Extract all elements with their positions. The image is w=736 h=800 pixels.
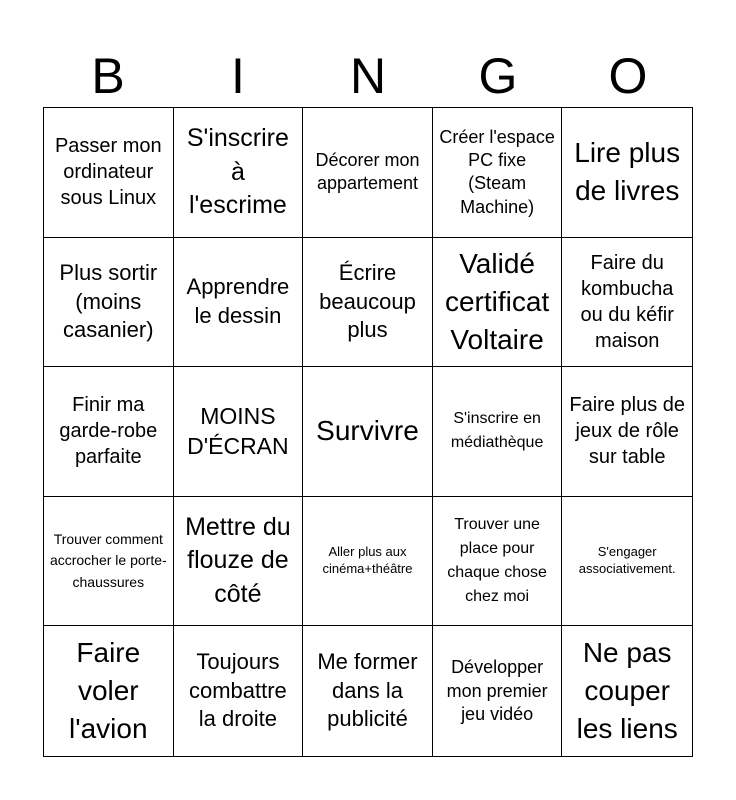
bingo-cell-text: Développer mon premier jeu vidéo [446,657,548,724]
bingo-cell-r3-c3[interactable] [303,367,433,497]
bingo-cell-text: Plus sortir (moins casanier) [59,260,158,343]
bingo-cell-r1-c3[interactable] [303,108,433,238]
bingo-cell-text: S'inscrire en médiathèque [450,410,544,452]
bingo-cell-text: Survivre [316,415,419,447]
bingo-cell-r5-c2[interactable] [174,626,304,756]
bingo-board [43,107,693,757]
bingo-cell-text: MOINS D'ÉCRAN [187,403,289,460]
bingo-cell-text: Créer l'espace PC fixe (Steam Machine) [439,126,555,217]
header-letter-n: N [349,48,387,104]
bingo-cell-text: Passer mon ordinateur sous Linux [54,135,162,210]
bingo-cell-r5-c5[interactable] [562,626,692,756]
bingo-cell-text: Faire du kombucha ou du kéfir maison [580,251,674,352]
header-letter-o: O [608,48,648,104]
bingo-cell-text: Décorer mon appartement [315,149,420,194]
bingo-cell-text: Trouver une place pour chaque chose chez moi [447,516,547,606]
bingo-cell-r1-c2[interactable] [174,108,304,238]
bingo-cell-r5-c4[interactable] [433,626,563,756]
bingo-cell-r1-c4[interactable] [433,108,563,238]
bingo-cell-text: Faire plus de jeux de rôle sur table [569,394,685,469]
bingo-cell-r4-c5[interactable] [562,497,692,627]
bingo-cell-r2-c2[interactable] [174,238,304,368]
bingo-cell-text: Toujours combattre la droite [188,649,287,732]
bingo-cell-r4-c1[interactable] [44,497,174,627]
bingo-cell-text: Me former dans la publicité [317,649,418,732]
bingo-cell-text: Finir ma garde-robe parfaite [59,394,158,469]
header-letter-b: B [91,48,125,104]
bingo-cell-text: Ne pas couper les liens [576,637,678,745]
bingo-cell-r1-c5[interactable] [562,108,692,238]
bingo-cell-text: Mettre du flouze de côté [185,512,291,608]
bingo-cell-r1-c1[interactable] [44,108,174,238]
bingo-cell-r3-c2[interactable] [174,367,304,497]
bingo-cell-text: Trouver comment accrocher le porte-chaussures [49,530,167,590]
bingo-cell-r3-c5[interactable] [562,367,692,497]
bingo-cell-text: Aller plus aux cinéma+théâtre [322,544,413,577]
bingo-header [43,44,693,108]
bingo-cell-r3-c1[interactable] [44,367,174,497]
bingo-cell-r3-c4[interactable] [433,367,563,497]
bingo-cell-text: Lire plus de livres [574,137,681,207]
bingo-cell-text: Faire voler l'avion [69,637,148,745]
bingo-cell-text: Apprendre le dessin [186,274,290,328]
bingo-cell-text: Écrire beaucoup plus [319,260,416,343]
bingo-cell-r2-c5[interactable] [562,238,692,368]
bingo-cell-text: S'inscrire à l'escrime [186,124,289,220]
header-letter-g: G [478,48,518,104]
bingo-cell-r4-c3[interactable] [303,497,433,627]
bingo-cell-r2-c4[interactable] [433,238,563,368]
header-letter-i: I [231,48,245,104]
bingo-cell-r2-c1[interactable] [44,238,174,368]
bingo-cell-text: S'engager associativement. [578,544,676,577]
bingo-cell-r5-c1[interactable] [44,626,174,756]
bingo-cell-r2-c3[interactable] [303,238,433,368]
bingo-cell-r4-c2[interactable] [174,497,304,627]
bingo-cell-text: Validé certificat Voltaire [444,247,550,355]
bingo-cell-r4-c4[interactable] [433,497,563,627]
bingo-cell-r5-c3[interactable] [303,626,433,756]
